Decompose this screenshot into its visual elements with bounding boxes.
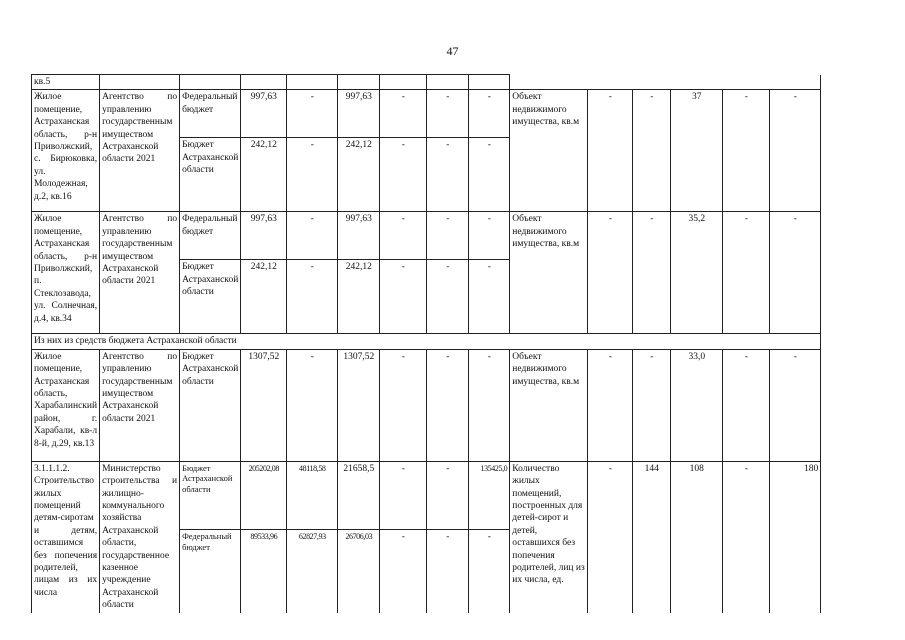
amount-total: 205202,08: [241, 461, 287, 529]
source-cell: Бюджет Астраханской области: [180, 349, 241, 461]
agency-cell: Агентство по управлению государственным имуществом Астраханской области 2021: [100, 349, 180, 461]
agency-cell: Министерство строительства и жилищно-коммунального хозяйства Астраханской области, государственное казенное учреждение Астраханской области: [100, 461, 180, 612]
table-row: [32, 75, 821, 90]
amount-total: 242,12: [241, 138, 287, 212]
amount-total: 997,63: [241, 90, 287, 138]
source-cell: Бюджет Астраханской области: [180, 138, 241, 212]
amount-total: 997,63: [241, 212, 287, 260]
source-cell: Федеральный бюджет: [180, 530, 241, 613]
table-row: Жилое помещение, Астраханская область, р-н Приволжский, с. Бирюковка, ул. Молодежная, д.2, кв.16 Агентство по управлению государственным имуществом Астраханской области 2021 Федеральный бюджет 997,63 - 997,63 - - - Объект недвижимого имущества, кв.м - - 37 - -: [32, 90, 821, 138]
amount-total: 89533,96: [241, 530, 287, 613]
table-row: Жилое помещение, Астраханская область, Харабалинский район, г. Харабали, кв-л 8-й, д.29, кв.13 Агентство по управлению государственным имуществом Астраханской области 2021 Бюджет Астраханской области 1307,52 - 1307,52 - - - Объект недвижимого имущества, кв.м - - 33,0 - -: [32, 349, 821, 461]
table-row: Бюджет Астраханской области 242,12 - 242,12 - - -: [32, 138, 821, 212]
table-row: Жилое помещение, Астраханская область, р-н Приволжский, п. Стеклозавода, ул. Солнечная, д.4, кв.34 Агентство по управлению государственным имуществом Астраханской области 2021 Федеральный бюджет 997,63 - 997,63 - - - Объект недвижимого имущества, кв.м - - 35,2 - -: [32, 212, 821, 260]
indicator-cell: Объект недвижимого имущества, кв.м: [510, 349, 588, 461]
amount-total: 242,12: [241, 260, 287, 334]
indicator-cell: Объект недвижимого имущества, кв.м: [510, 212, 588, 334]
program-table: [31, 74, 821, 613]
amount-total: 1307,52: [241, 349, 287, 461]
source-cell: Бюджет Астраханской области: [180, 260, 241, 334]
section-title: Из них из средств бюджета Астраханской области: [32, 334, 821, 349]
table-row: Бюджет Астраханской области 242,12 - 242,12 - - -: [32, 260, 821, 334]
table-row: 3.1.1.1.2. Строительство жилых помещений детям-сиротам и детям, оставшимся без попечения родителей, лицам из их числа Министерство строительства и жилищно-коммунального хозяйства Астраханской области, государственное казенное учреждение Астраханской области Бюджет Астраханской области 205202,08 48118,58 21658,5 - - 135425,0 Количество жилых помещений, построенных для детей-сирот и детей, оставшихся без попечения родителей, лиц из их числа, ед. - 144 108 - 180: [32, 461, 821, 529]
source-cell: Федеральный бюджет: [180, 212, 241, 260]
agency-cell: Агентство по управлению государственным имуществом Астраханской области 2021: [100, 212, 180, 334]
indicator-cell: Объект недвижимого имущества, кв.м: [510, 90, 588, 212]
object-cell: 3.1.1.1.2. Строительство жилых помещений детям-сиротам и детям, оставшимся без попечения родителей, лицам из их числа: [32, 461, 100, 612]
indicator-cell: Количество жилых помещений, построенных для детей-сирот и детей, оставшихся без попечения родителей, лиц из их числа, ед.: [510, 461, 588, 612]
table-row: Федеральный бюджет 89533,96 62827,93 26706,03 - - -: [32, 530, 821, 613]
object-cell: кв.5: [32, 75, 100, 90]
object-cell: Жилое помещение, Астраханская область, р-н Приволжский, с. Бирюковка, ул. Молодежная, д.2, кв.16: [32, 90, 100, 212]
source-cell: Бюджет Астраханской области: [180, 461, 241, 529]
section-row: [32, 334, 821, 349]
page-number: 47: [446, 44, 459, 58]
object-cell: Жилое помещение, Астраханская область, Харабалинский район, г. Харабали, кв-л 8-й, д.29, кв.13: [32, 349, 100, 461]
object-cell: Жилое помещение, Астраханская область, р-н Приволжский, п. Стеклозавода, ул. Солнечная, д.4, кв.34: [32, 212, 100, 334]
agency-cell: Агентство по управлению государственным имуществом Астраханской области 2021: [100, 90, 180, 212]
source-cell: Федеральный бюджет: [180, 90, 241, 138]
